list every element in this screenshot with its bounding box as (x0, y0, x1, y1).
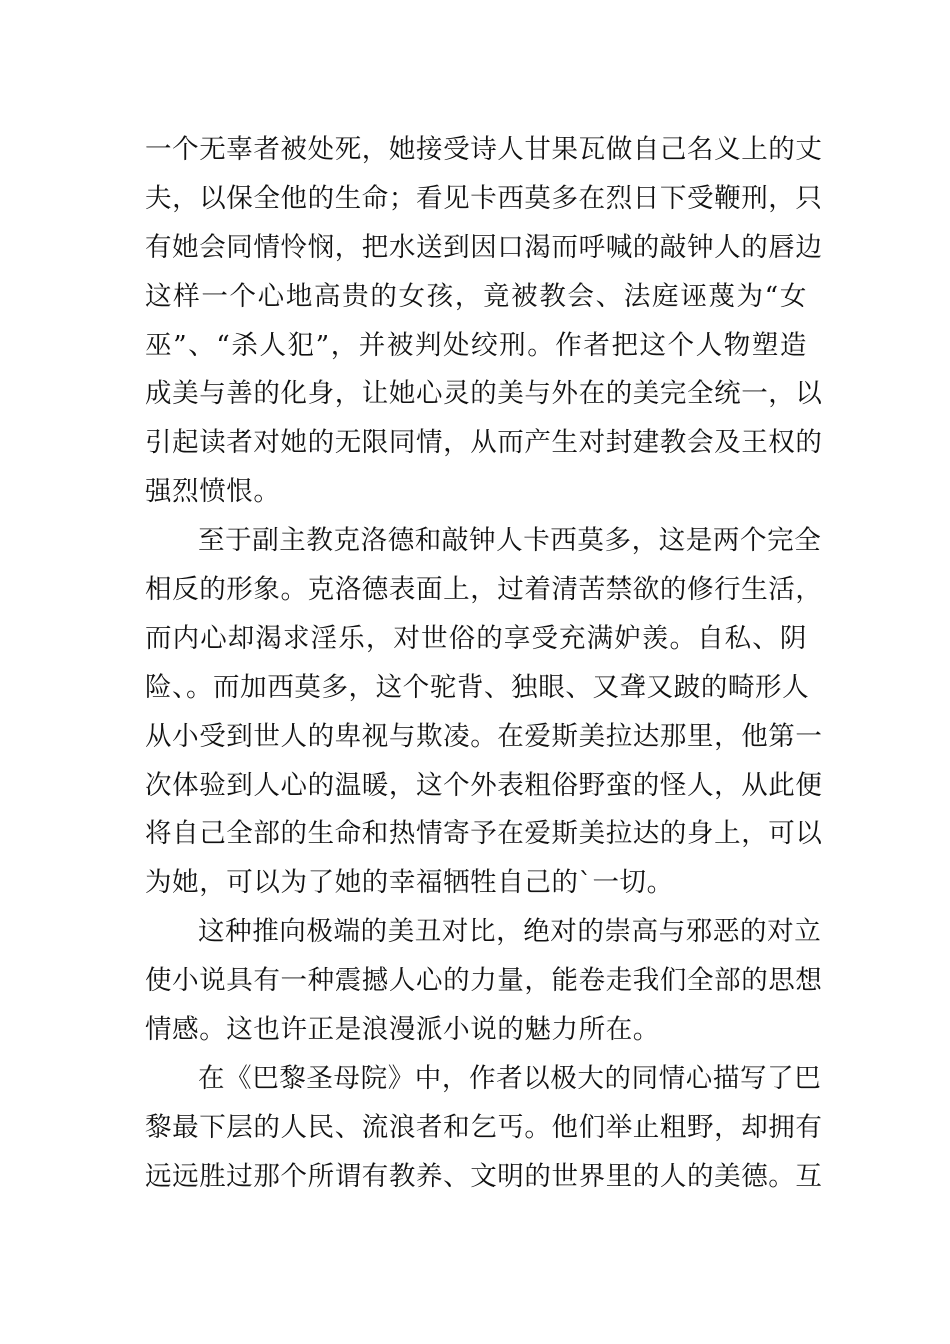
text-line: 将自己全部的生命和热情寄予在爱斯美拉达的身上，可以 (145, 818, 823, 850)
text-line: 这种推向极端的美丑对比，绝对的崇高与邪恶的对立 (198, 916, 822, 948)
text-line: 为她，可以为了她的幸福牺牲自己的`一切。 (145, 867, 674, 899)
text-line: 黎最下层的人民、流浪者和乞丐。他们举止粗野，却拥有 (145, 1111, 823, 1143)
text-line: 这样一个心地高贵的女孩，竟被教会、法庭诬蔑为“女 (145, 280, 807, 312)
text-line: 情感。这也许正是浪漫派小说的魅力所在。 (145, 1014, 660, 1046)
text-line: 巫”、“杀人犯”，并被判处绞刑。作者把这个人物塑造 (145, 329, 807, 361)
text-line: 险、。而加西莫多，这个驼背、独眼、又聋又跛的畸形人 (145, 671, 810, 703)
text-line: 一个无辜者被处死，她接受诗人甘果瓦做自己名义上的丈 (145, 134, 823, 165)
text-line: 成美与善的化身，让她心灵的美与外在的美完全统一，以 (145, 378, 823, 410)
text-line: 强烈愤恨。 (145, 476, 281, 508)
text-line: 有她会同情怜悯，把水送到因口渴而呼喊的敲钟人的唇边 (145, 231, 823, 263)
text-line: 远远胜过那个所谓有教养、文明的世界里的人的美德。互 (145, 1160, 823, 1192)
text-line: 夫，以保全他的生命；看见卡西莫多在烈日下受鞭刑，只 (145, 182, 823, 214)
text-line: 从小受到世人的卑视与欺凌。在爱斯美拉达那里，他第一 (145, 720, 823, 752)
body-text (145, 126, 823, 1202)
text-line: 至于副主教克洛德和敲钟人卡西莫多，这是两个完全 (198, 525, 822, 557)
text-line: 引起读者对她的无限同情，从而产生对封建教会及王权的 (145, 427, 823, 459)
text-line: 次体验到人心的温暖，这个外表粗俗野蛮的怪人，从此便 (145, 769, 823, 801)
text-line: 相反的形象。克洛德表面上，过着清苦禁欲的修行生活， (145, 574, 823, 606)
text-line: 使小说具有一种震撼人心的力量，能卷走我们全部的思想 (145, 965, 823, 997)
text-line: 在《巴黎圣母院》中，作者以极大的同情心描写了巴 (198, 1062, 822, 1094)
text-line: 而内心却渴求淫乐，对世俗的享受充满妒羡。自私、阴 (145, 622, 807, 654)
